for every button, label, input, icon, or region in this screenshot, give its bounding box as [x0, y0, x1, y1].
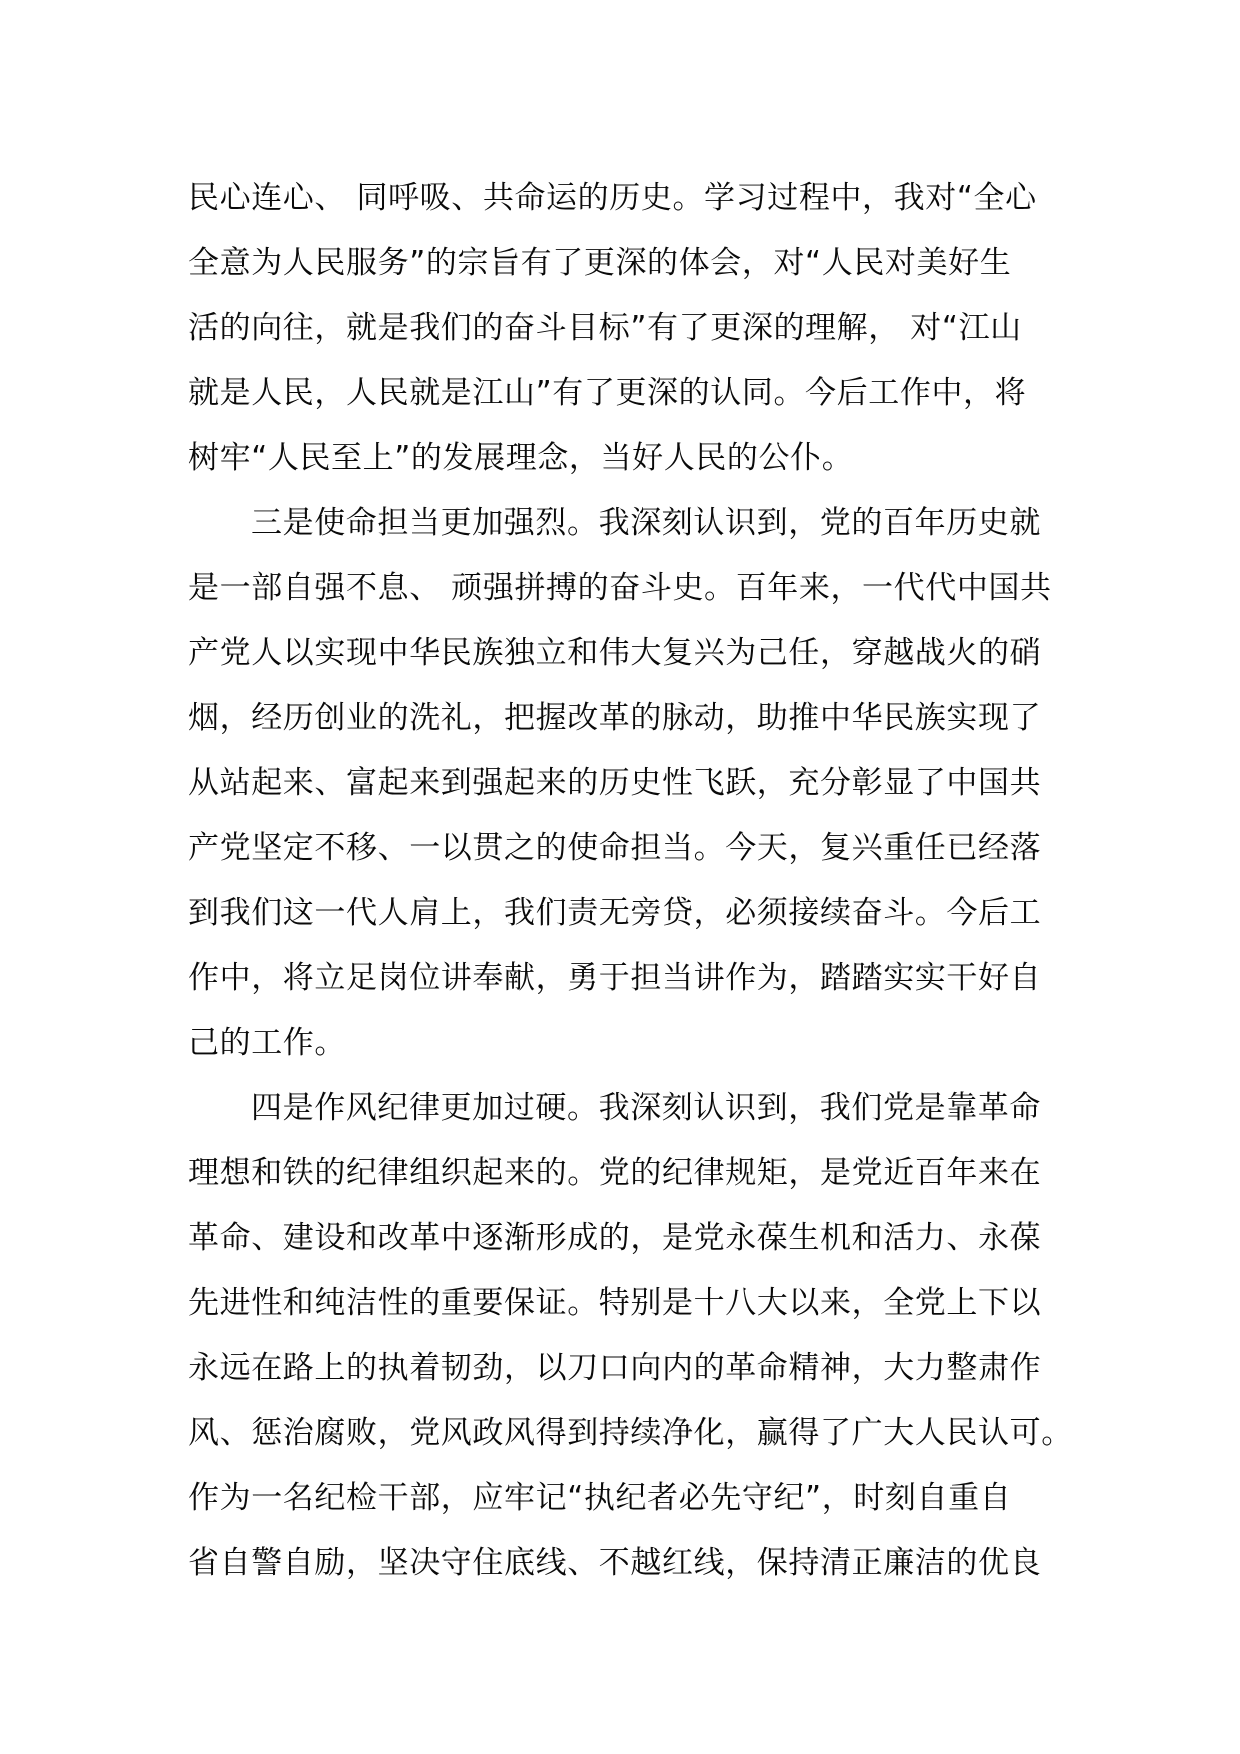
text-line: 从站起来、富起来到强起来的历史性飞跃，充分彰显了中国共: [188, 765, 1042, 801]
text-line: 风、惩治腐败，党风政风得到持续净化，赢得了广大人民认可。: [188, 1415, 1073, 1451]
text-line: 先进性和纯洁性的重要保证。特别是十八大以来，全党上下以: [188, 1285, 1042, 1321]
text-line: 永远在路上的执着韧劲，以刀口向内的革命精神，大力整肃作: [188, 1350, 1042, 1386]
text-line: 产党坚定不移、一以贯之的使命担当。今天，复兴重任已经落: [188, 830, 1042, 866]
text-line: 己的工作。: [188, 1025, 346, 1061]
text-line: 理想和铁的纪律组织起来的。党的纪律规矩，是党近百年来在: [188, 1155, 1042, 1191]
text-line: 省自警自励，坚决守住底线、不越红线，保持清正廉洁的优良: [188, 1545, 1042, 1581]
text-line: 树牢“人民至上”的发展理念，当好人民的公仆。: [188, 440, 854, 476]
text-line: 产党人以实现中华民族独立和伟大复兴为己任，穿越战火的硝: [188, 635, 1042, 671]
text-line: 活的向往，就是我们的奋斗目标”有了更深的理解， 对“江山: [188, 310, 1022, 346]
text-line: 作中，将立足岗位讲奉献，勇于担当讲作为，踏踏实实干好自: [188, 960, 1042, 996]
body-text: [188, 166, 1088, 1596]
paragraph-first-line: 四是作风纪律更加过硬。我深刻认识到，我们党是靠革命: [251, 1090, 1041, 1126]
text-line: 全意为人民服务”的宗旨有了更深的体会，对“人民对美好生: [188, 245, 1012, 281]
text-line: 是一部自强不息、 顽强拼搏的奋斗史。百年来，一代代中国共: [188, 570, 1052, 606]
text-line: 烟，经历创业的洗礼，把握改革的脉动，助推中华民族实现了: [188, 700, 1042, 736]
text-line: 作为一名纪检干部，应牢记“执纪者必先守纪”，时刻自重自: [188, 1480, 1012, 1516]
text-line: 到我们这一代人肩上，我们责无旁贷，必须接续奋斗。今后工: [188, 895, 1042, 931]
text-line: 革命、建设和改革中逐渐形成的，是党永葆生机和活力、永葆: [188, 1220, 1042, 1256]
text-line: 民心连心、 同呼吸、共命运的历史。学习过程中，我对“全心: [188, 180, 1037, 216]
text-line: 就是人民，人民就是江山”有了更深的认同。今后工作中，将: [188, 375, 1027, 411]
paragraph-first-line: 三是使命担当更加强烈。我深刻认识到，党的百年历史就: [251, 505, 1041, 541]
